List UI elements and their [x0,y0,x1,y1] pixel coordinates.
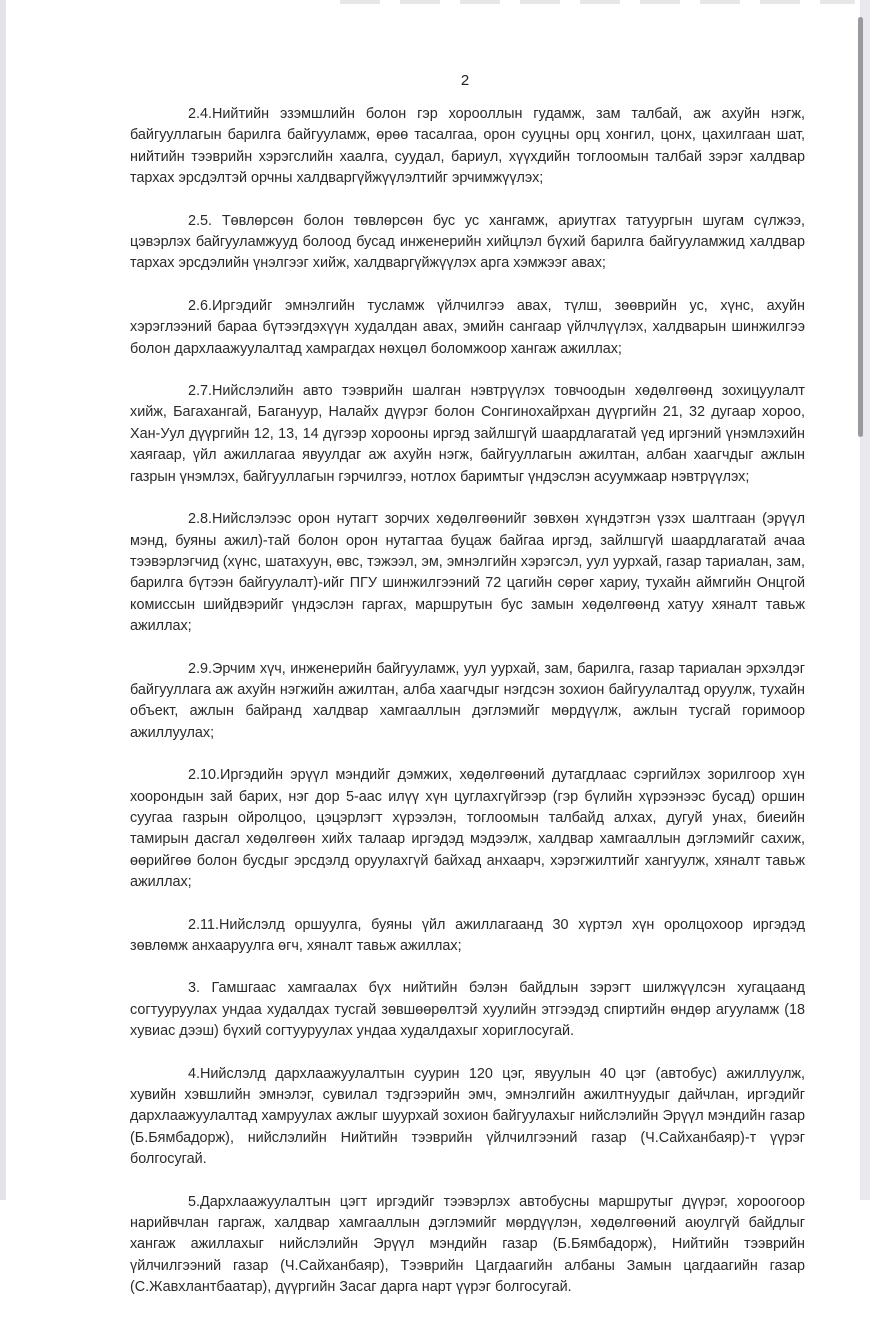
paragraph-5: 5.Дархлаажуулалтын цэгт иргэдийг тээвэрлэх автобусны маршрутыг дүүрэг, хороогоор нарийвчлан гаргаж, халдвар хамгааллын дэглэмийг мөрдүүлэн, хөдөлгөөний аюулгүй байдлыг хангаж ажиллахыг нийслэлийн Эрүүл мэндийн газар (Б.Бямбадорж), Нийтийн тээврийн үйлчилгээний газар (Ч.Сайханбаяр), Тээврийн Цагдаагийн албаны Замын цагдаагийн газар (С.Жавхлантбаатар), дүүргийн Засаг дарга нарт үүрэг болгосугай. [130,1193,805,1296]
paragraph-3: 3. Гамшгаас хамгаалах бүх нийтийн бэлэн байдлын зэрэгт шилжүүлсэн хугацаанд согтууруулах ундаа худалдах тусгай зөвшөөрөлтэй хуулийн этгээдэд спиртийн өндөр агууламж (18 хувиас дээш) бүхий согтууруулах ундаа худалдахыг хориглосугай. [130,980,805,1040]
previous-page-text-remnant [340,0,855,4]
paragraph-2-4: 2.4.Нийтийн эзэмшлийн болон гэр хорооллын гудамж, зам талбай, аж ахуйн нэгж, байгууллагын барилга байгууламж, өрөө тасалгаа, орон сууцны орц хонгил, цонх, цахилгаан шат, нийтийн тээврийн хэрэгслийн хаалга, суудал, бариул, хүүхдийн тоглоомын талбай зэрэг халдвар тархах эрсдэлтэй орчны халдваргүйжүүлэлтийг эрчимжүүлэх; [130,106,805,187]
paragraph-2-11: 2.11.Нийслэлд оршуулга, буяны үйл ажиллагаанд 30 хүртэл хүн оролцохоор иргэдэд зөвлөмж анхааруулга өгч, хяналт тавьж ажиллах; [130,916,805,954]
paragraph-2-10: 2.10.Иргэдийн эрүүл мэндийг дэмжих, хөдөлгөөний дутагдлаас сэргийлэх зорилгоор хүн хоорондын зай барих, нэг дор 5-аас илүү хүн цуглахгүйгээр (гэр бүлийн хүрээнээс бусад) оршин суугаа газрын ойролцоо, цэцэрлэгт хүрээлэн, тоглоомын талбайд алхах, дугуй унах, биеийн тамирын дасгал хөдөлгөөн хийх талаар иргэдэд мэдээлж, халдвар хамгааллын дэглэмийг сахиж, өөрийгөө болон бусдыг эрсдэлд оруулахгүй байхад анхаарч, хэрэгжилтийг хангуулж, хяналт тавьж ажиллах; [130,767,805,891]
scrollbar-thumb[interactable] [858,17,863,437]
paragraph-2-9: 2.9.Эрчим хүч, инженерийн байгууламж, уул уурхай, зам, барилга, газар тариалан эрхэлдэг байгууллага аж ахуйн нэгжийн ажилтан, алба хаагчдыг нэгдсэн зохион байгуулалтад оруулж, тухайн объект, ажлын байранд халдвар хамгааллын дэглэмийг мөрдүүлж, ажлын тусгай горимоор ажиллуулах; [130,660,805,741]
page-number: 2 [460,72,470,89]
paragraph-2-6: 2.6.Иргэдийг эмнэлгийн тусламж үйлчилгээ авах, түлш, зөөврийн ус, хүнс, ахуйн хэрэглээний бараа бүтээгдэхүүн худалдан авах, эмийн сангаар үйлчлүүлэх, халдварын шинжилгээ болон дархлаажуулалтад хамрагдах нөхцөл боломжоор хангаж ажиллах; [130,297,805,357]
paragraph-2-8: 2.8.Нийслэлээс орон нутагт зорчих хөдөлгөөнийг зөвхөн хүндэтгэн үзэх шалтгаан (эрүүл мэнд, буяны ажил)-тай болон орон нутагтаа буцаж байгаа иргэд, зайлшгүй шаардлагатай ачаа тээвэрлэгчид (хүнс, шатахуун, өвс, тэжээл, эм, эмнэлгийн хэрэгсэл, уул уурхай, газар тариалан, зам, барилга бүтээн байгуулалт)-ийг ПГУ шинжилгээний 72 цагийн сөрөг хариу, тухайн аймгийн Онцгой комиссын шийдвэрийг үндэслэн гаргах, маршрутын бус замын хөдөлгөөнд хатуу хяналт тавьж ажиллах; [130,511,805,635]
document-body [130,104,805,1320]
paragraph-4: 4.Нийслэлд дархлаажуулалтын суурин 120 цэг, явуулын 40 цэг (автобус) ажиллуулж, хувийн хэвшлийн эмнэлэг, сувилал тэдгээрийн эмч, эмнэлгийн ажилтнуудыг дайчлан, иргэдийг дархлаажуулалтад хамруулах ажлыг шуурхай зохион байгуулахыг нийслэлийн Эрүүл мэндийн газар (Б.Бямбадорж), нийслэлийн Нийтийн тээврийн үйлчилгээний газар (Ч.Сайханбаяр)-т үүрэг болгосугай. [130,1065,805,1168]
paragraph-2-7: 2.7.Нийслэлийн авто тээврийн шалган нэвтрүүлэх товчоодын хөдөлгөөнд зохицуулалт хийж, Багахангай, Багануур, Налайх дүүрэг болон Сонгинохайрхан дүүргийн 21, 32 дугаар хороо, Хан-Уул дүүргийн 12, 13, 14 дүгээр хорооны иргэд зайлшгүй шаардлагатай үед иргэний үнэмлэхийн хаягаар, үйл ажиллагаа явуулдаг аж ахуйн нэгж, байгууллагын ажилтан, албан хаагчдыг ажлын газрын үнэмлэх, байгууллагын гэрчилгээ, нотлох баримтыг үндэслэн асуумжаар нэвтрүүлэх; [130,383,805,485]
paragraph-2-5: 2.5. Төвлөрсөн болон төвлөрсөн бус ус хангамж, ариутгах татуургын шугам сүлжээ, цэвэрлэх байгууламжууд болоод бусад инженерийн хийцлэл бүхий барилга байгууламжид халдвар тархах эрсдэлийн үнэлгээг хийж, халдваргүйжүүлэх арга хэмжээг авах; [130,212,805,272]
